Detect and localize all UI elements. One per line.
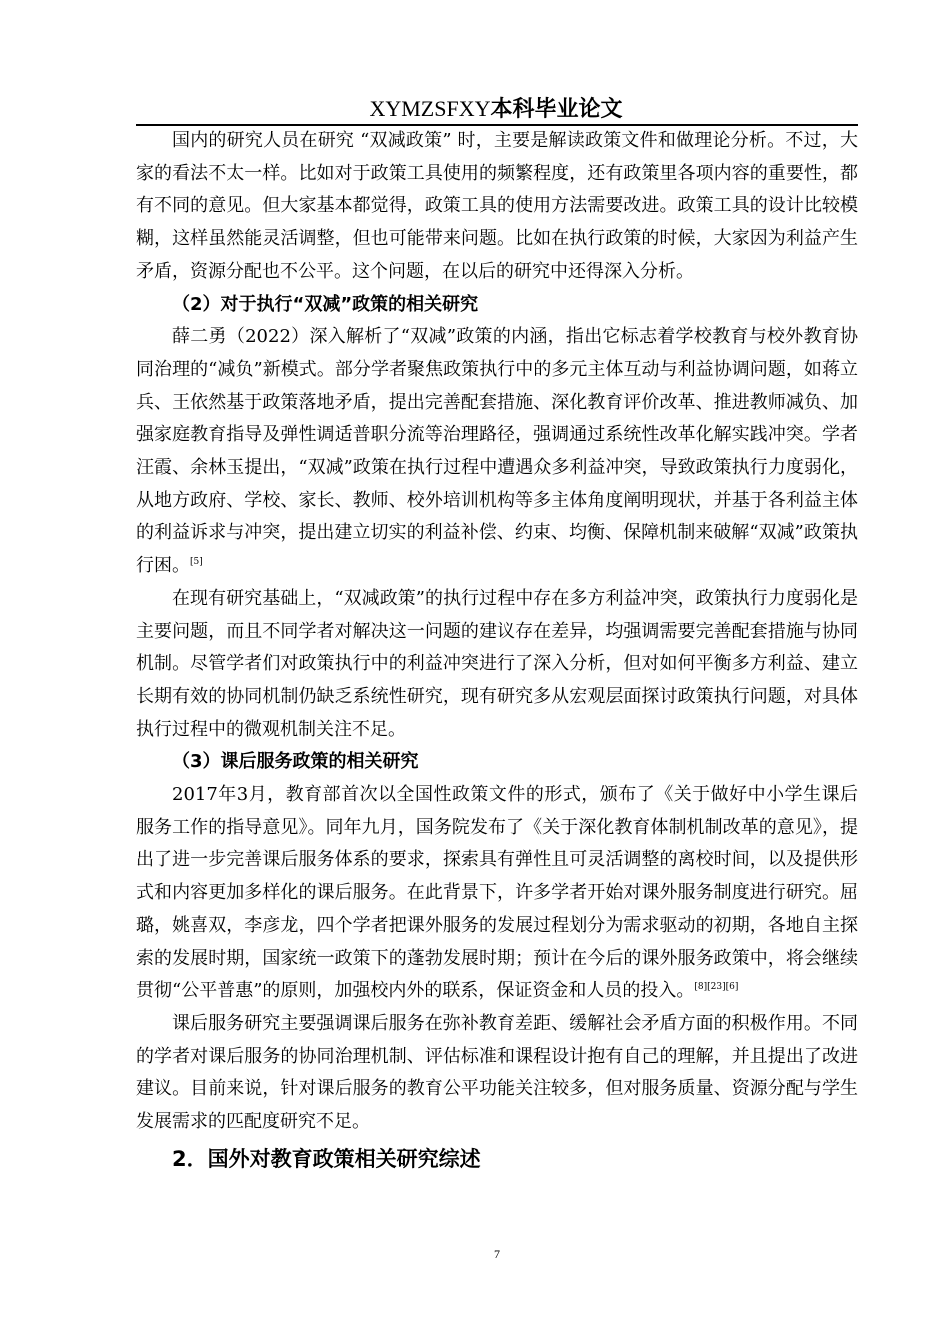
subheading-implementation: （2）对于执行“双减”政策的相关研究: [172, 293, 479, 315]
paragraph-2017-policy: 2017年3月，教育部首次以全国性政策文件的形式，颁布了《关于做好中小学生课后服务工作的指导意见》。同年九月，国务院发布了《关于深化教育体制机制改革的意见》，提出了进一步完善课后服务体系的要求，探索具有弹性且可灵活调整的离校时间，以及提供形式和内容更加多样化的课后服务。在此背景下，许多学者开始对课外服务制度进行研究。屈璐，姚喜双，李彦龙，四个学者把课外服务的发展过程划分为需求驱动的初期，各地自主探索的发展时期，国家统一政策下的蓬勃发展时期；预计在今后的课外服务政策中，将会继续贯彻“公平普惠”的原则，加强校内外的联系，保证资金和人员的投入。[8][23][6]: [136, 784, 858, 1002]
document-body: [136, 125, 858, 1179]
citation: [8][23][6]: [694, 982, 739, 993]
running-header: [136, 94, 856, 125]
paragraph-existing-research: 在现有研究基础上，“双减政策”的执行过程中存在多方利益冲突，政策执行力度弱化是主要问题，而且不同学者对解决这一问题的建议存在差异，均强调需要完善配套措施与协同机制。尽管学者们对政策执行中的利益冲突进行了深入分析，但对如何平衡多方利益、建立长期有效的协同机制仍缺乏系统性研究，现有研究多从宏观层面探讨政策执行问题，对具体执行过程中的微观机制关注不足。: [136, 587, 858, 740]
subheading-after-school: （3）课后服务政策的相关研究: [172, 751, 419, 773]
paragraph-after-school-summary: 课后服务研究主要强调课后服务在弥补教育差距、缓解社会矛盾方面的积极作用。不同的学者对课后服务的协同治理机制、评估标准和课程设计抱有自己的理解，并且提出了改进建议。目前来说，针对课后服务的教育公平功能关注较多，但对服务质量、资源分配与学生发展需求的匹配度研究不足。: [136, 1012, 858, 1133]
paragraph-policy-tools: 国内的研究人员在研究 “双减政策” 时，主要是解读政策文件和做理论分析。不过，大家的看法不太一样。比如对于政策工具使用的频繁程度，还有政策里各项内容的重要性，都有不同的意见。但大家基本都觉得，政策工具的使用方法需要改进。政策工具的设计比较模糊，这样虽然能灵活调整，但也可能带来问题。比如在执行政策的时候，大家因为利益产生矛盾，资源分配也不公平。这个问题，在以后的研究中还得深入分析。: [136, 130, 858, 282]
page-number: 7: [494, 1247, 500, 1261]
citation: [5]: [190, 557, 203, 568]
section-heading-foreign-research: 2．国外对教育政策相关研究综述: [172, 1146, 481, 1171]
paragraph-xue-eryong: 薛二勇（2022）深入解析了“双减”政策的内涵，指出它标志着学校教育与校外教育协同治理的“减负”新模式。部分学者聚焦政策执行中的多元主体互动与利益协调问题，如蒋立兵、王依然基于政策落地矛盾，提出完善配套措施、深化教育评价改革、推进教师减负、加强家庭教育指导及弹性调适普职分流等治理路径，强调通过系统性改革化解实践冲突。学者汪霞、余林玉提出，“双减”政策在执行过程中遭遇众多利益冲突，导致政策执行力度弱化，从地方政府、学校、家长、教师、校外培训机构等多主体角度阐明现状，并基于各利益主体的利益诉求与冲突，提出建立切实的利益补偿、约束、均衡、保障机制来破解“双减”政策执行困。[5]: [136, 326, 858, 577]
header-title: 本科毕业论文: [490, 97, 623, 122]
header-code: XYMZSFXY: [369, 96, 491, 121]
